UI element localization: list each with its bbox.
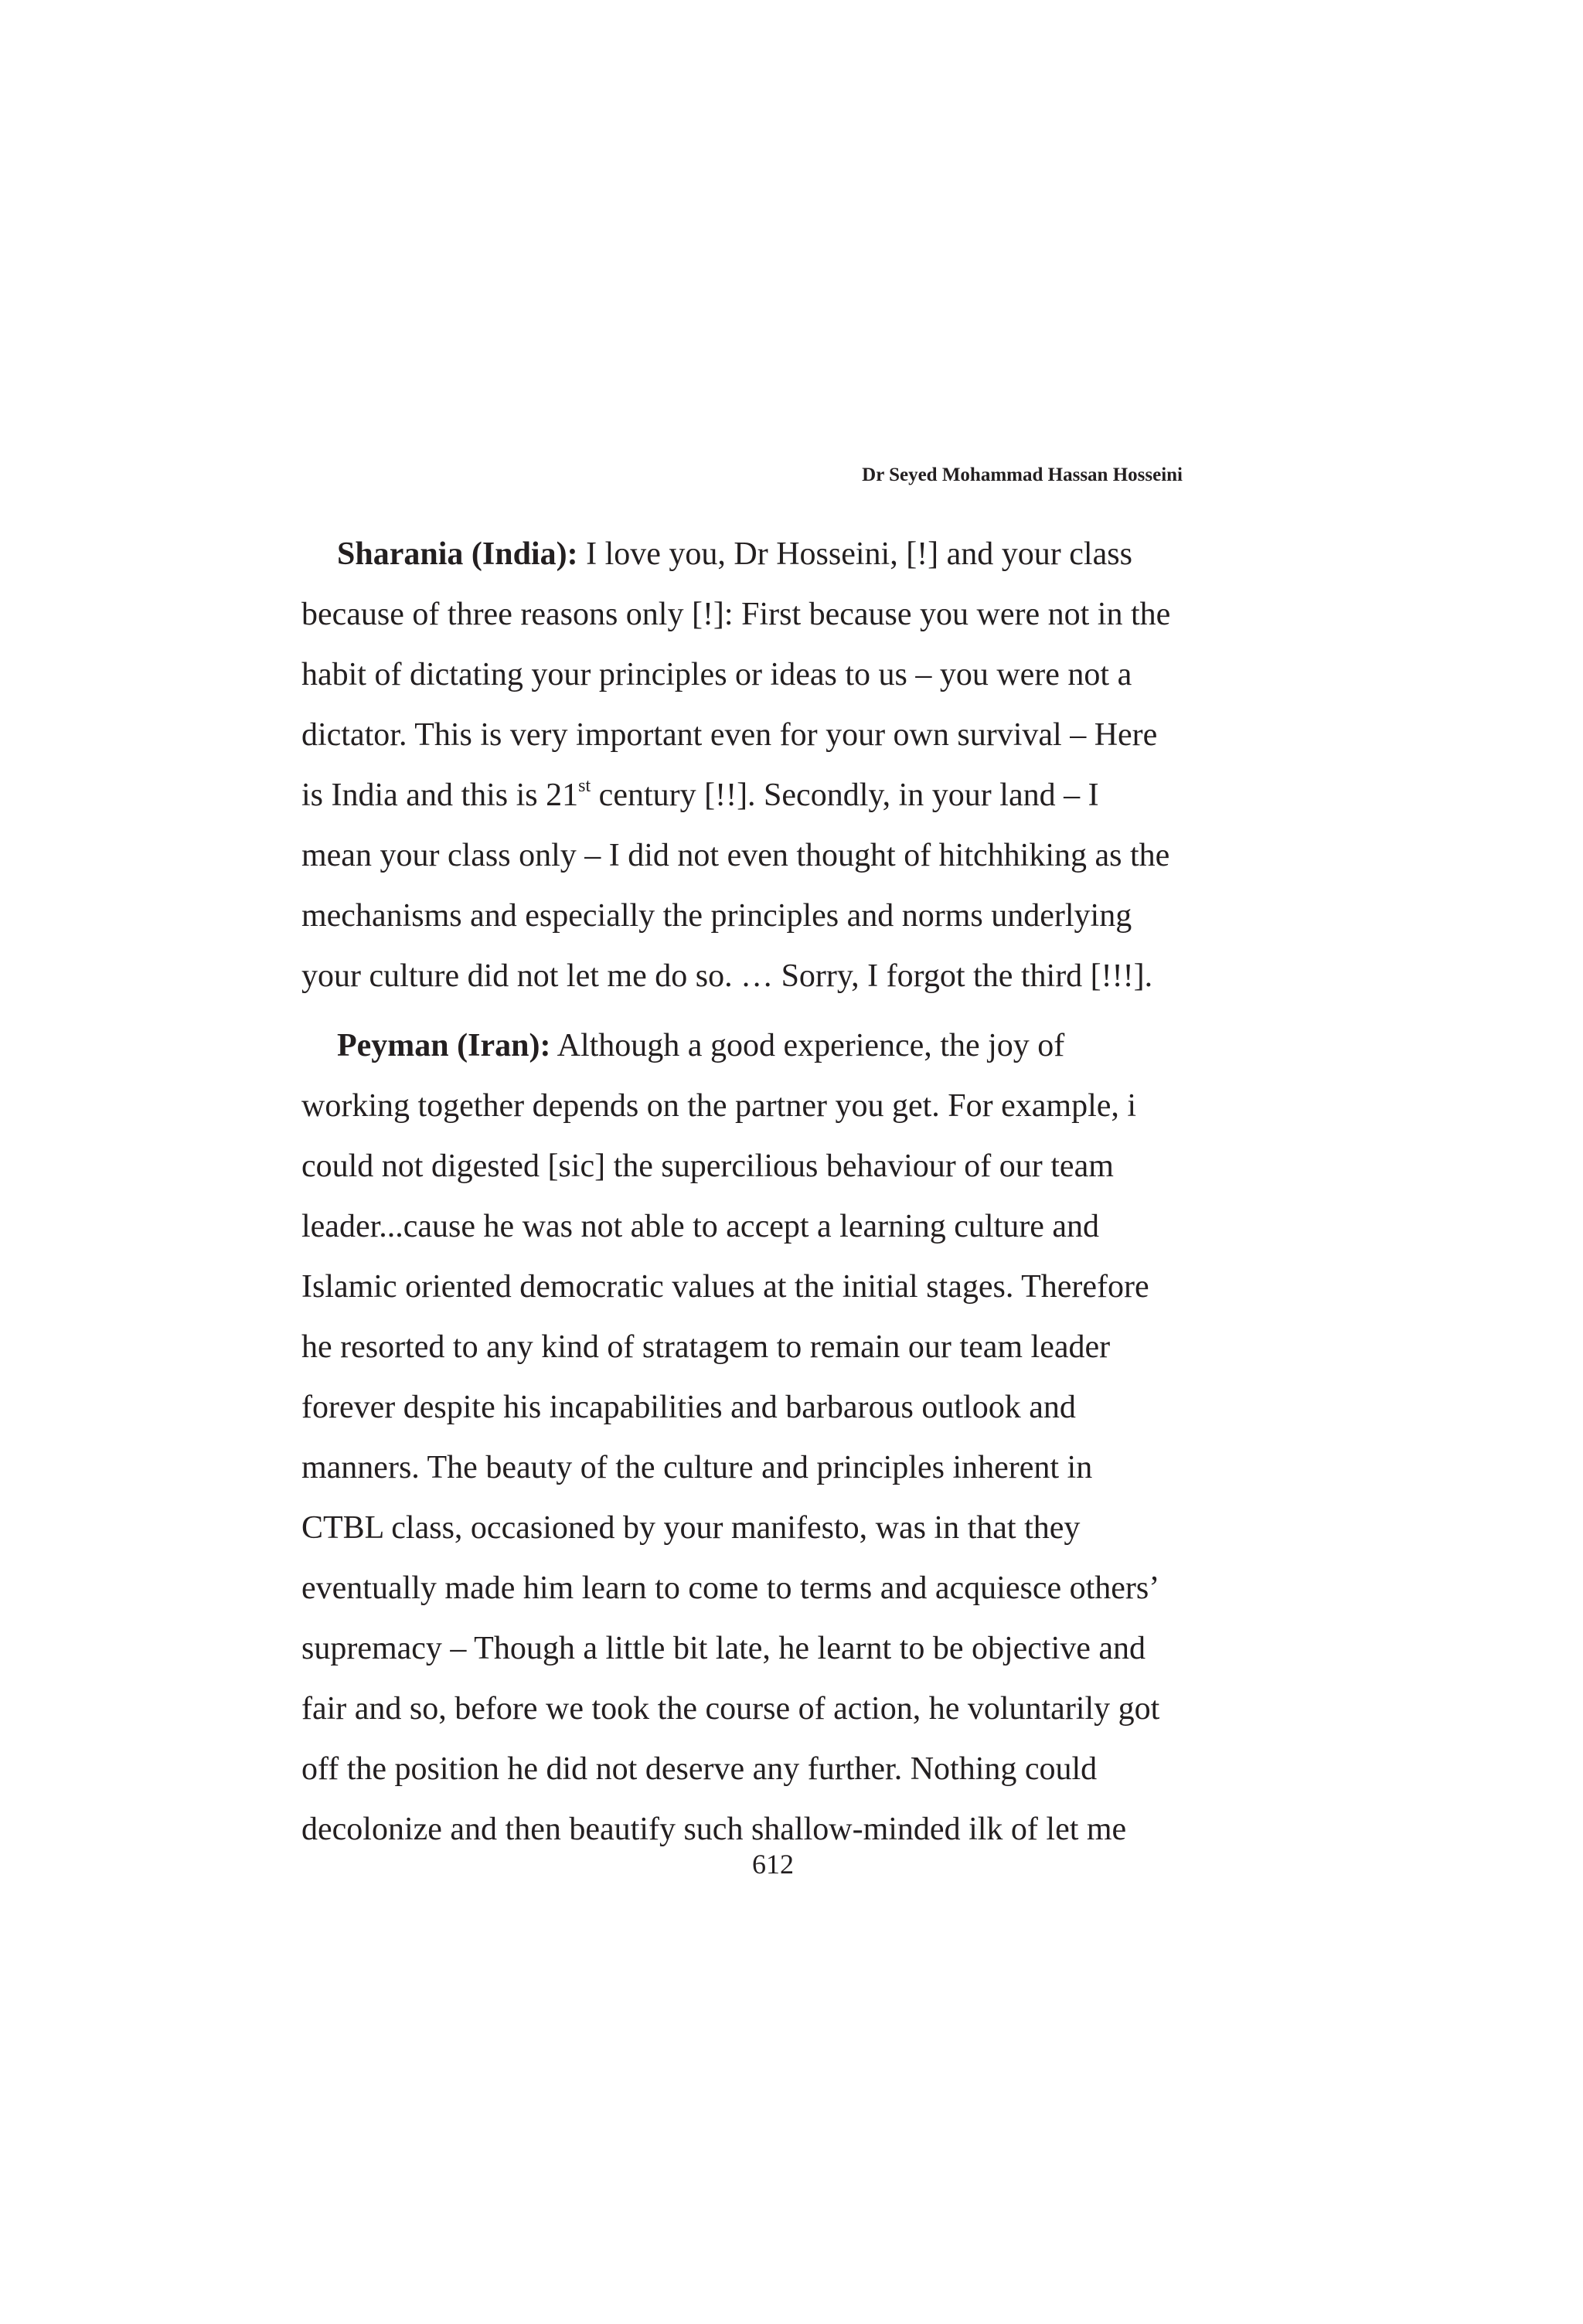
text-line: he resorted to any kind of stratagem to remain our team leader xyxy=(301,1329,1111,1365)
text-line: your culture did not let me do so. … Sorry, I forgot the third [!!!]. xyxy=(301,958,1153,994)
line-text: century [!!]. Secondly, in your land – I xyxy=(591,778,1099,813)
speaker-name: Peyman (Iran): xyxy=(337,1028,551,1063)
superscript-ordinal: st xyxy=(578,776,591,796)
text-line: forever despite his incapabilities and barbarous outlook and xyxy=(301,1390,1076,1425)
text-line xyxy=(301,524,1241,584)
text-line xyxy=(301,1016,1241,1076)
text-line: eventually made him learn to come to terms and acquiesce others’ xyxy=(301,1570,1160,1606)
line-text: I love you, Dr Hosseini, [!] and your class xyxy=(577,536,1132,572)
text-line: habit of dictating your principles or ideas to us – you were not a xyxy=(301,657,1132,692)
text-line: working together depends on the partner you get. For example, i xyxy=(301,1088,1137,1124)
text-line: leader...cause he was not able to accept a learning culture and xyxy=(301,1209,1100,1244)
paragraph-peyman xyxy=(301,1016,1241,1860)
text-line: dictator. This is very important even for your own survival – Here xyxy=(301,717,1158,753)
running-header: Dr Seyed Mohammad Hassan Hosseini xyxy=(862,464,1183,485)
text-line: mean your class only – I did not even thought of hitchhiking as the xyxy=(301,838,1170,873)
text-line: fair and so, before we took the course of action, he voluntarily got xyxy=(301,1691,1160,1727)
text-line xyxy=(301,765,1241,825)
line-text: is India and this is 21 xyxy=(301,778,579,813)
line-text: Although a good experience, the joy of xyxy=(550,1028,1065,1063)
text-line: mechanisms and especially the principles and norms underlying xyxy=(301,898,1132,934)
text-line: Islamic oriented democratic values at the initial stages. Therefore xyxy=(301,1269,1149,1305)
text-line: CTBL class, occasioned by your manifesto, was in that they xyxy=(301,1510,1081,1546)
text-line: decolonize and then beautify such shallow-minded ilk of let me xyxy=(301,1812,1127,1847)
page-number: 612 xyxy=(752,1849,794,1880)
text-line: supremacy – Though a little bit late, he learnt to be objective and xyxy=(301,1631,1146,1666)
paragraph-sharania xyxy=(301,524,1241,1006)
text-line: because of three reasons only [!]: First because you were not in the xyxy=(301,597,1171,632)
body-text xyxy=(301,524,1241,1860)
text-line: off the position he did not deserve any further. Nothing could xyxy=(301,1751,1098,1787)
speaker-name: Sharania (India): xyxy=(337,536,578,572)
text-line: manners. The beauty of the culture and principles inherent in xyxy=(301,1450,1093,1485)
text-line: could not digested [sic] the supercilious behaviour of our team xyxy=(301,1148,1114,1184)
